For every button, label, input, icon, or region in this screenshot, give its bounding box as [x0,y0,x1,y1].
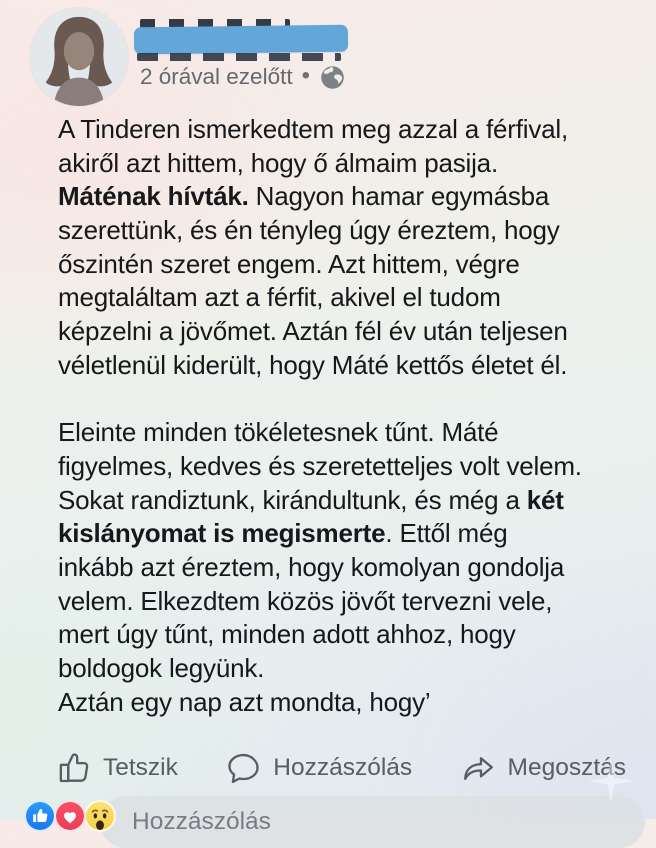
comment-bubble-icon [225,750,262,787]
post-text-line: velem. Elkezdtem közös jövőt tervezni vele, [58,585,553,616]
post-text-line: Eleinte minden tökéletesnek tűnt. Máté [58,417,499,448]
post-meta-row [140,62,346,92]
post-text-line: boldogok legyünk. [58,653,265,683]
post-text-line: képzelni a jövőmet. Aztán fél év után teljesen [58,316,568,347]
post-text-line: inkább azt éreztem, hogy komolyan gondolja [58,551,565,582]
post-text-line: figyelmes, kedves és szeretetteljes volt velem. [58,450,582,481]
dot-separator: • [301,62,310,89]
comment-button[interactable] [225,750,412,787]
post-action-bar [0,742,656,794]
post-text-line: mert úgy tűnt, minden adott ahhoz, hogy [58,619,516,650]
like-button[interactable] [55,750,178,787]
name-letter-fragments-bottom [137,53,341,61]
post-text-line [58,384,633,418]
post-text-line: megtaláltam azt a férfit, akivel el tudom [58,282,501,313]
post-text-line: A Tinderen ismerkedtem meg azzal a férfival, [58,114,568,144]
love-reaction-icon [54,800,86,832]
like-reaction-icon [24,800,56,832]
comment-button-label: Hozzászólás [273,754,413,781]
post-text [58,114,633,720]
share-arrow-icon [460,750,497,787]
post-text-line: Máténak hívták. Nagyon hamar egymásba [58,181,550,212]
post-text-line: kislányomat is megismerte. Ettől még [58,518,508,549]
post-text-line: szerettünk, és én tényleg úgy éreztem, hogy [58,215,560,246]
share-button-label: Megosztás [507,754,626,781]
post-text-line: véletlenül kiderült, hogy Máté kettős életet él. [58,349,568,380]
comment-input-placeholder: Hozzászólás [132,808,271,835]
woman-silhouette-icon [30,8,128,106]
timestamp[interactable]: 2 órával ezelőtt [140,64,293,89]
profile-avatar[interactable] [30,8,128,106]
wow-reaction-icon [84,800,116,832]
post-text-line: őszintén szeret engem. Azt hittem, végre [58,248,520,279]
globe-icon [319,64,346,91]
reaction-summary[interactable] [24,800,114,832]
post-text-line: Aztán egy nap azt mondta, hogy’ [58,686,431,717]
comment-input[interactable] [100,796,645,848]
redacted-username[interactable] [134,16,352,62]
thumbs-up-icon [55,750,92,787]
like-button-label: Tetszik [103,754,178,781]
post-text-line: Sokat randiztunk, kirándultunk, és még a két [58,484,564,515]
post-text-line: akiről azt hittem, hogy ő álmaim pasija. [58,147,498,178]
blue-redaction-bar [134,25,348,55]
